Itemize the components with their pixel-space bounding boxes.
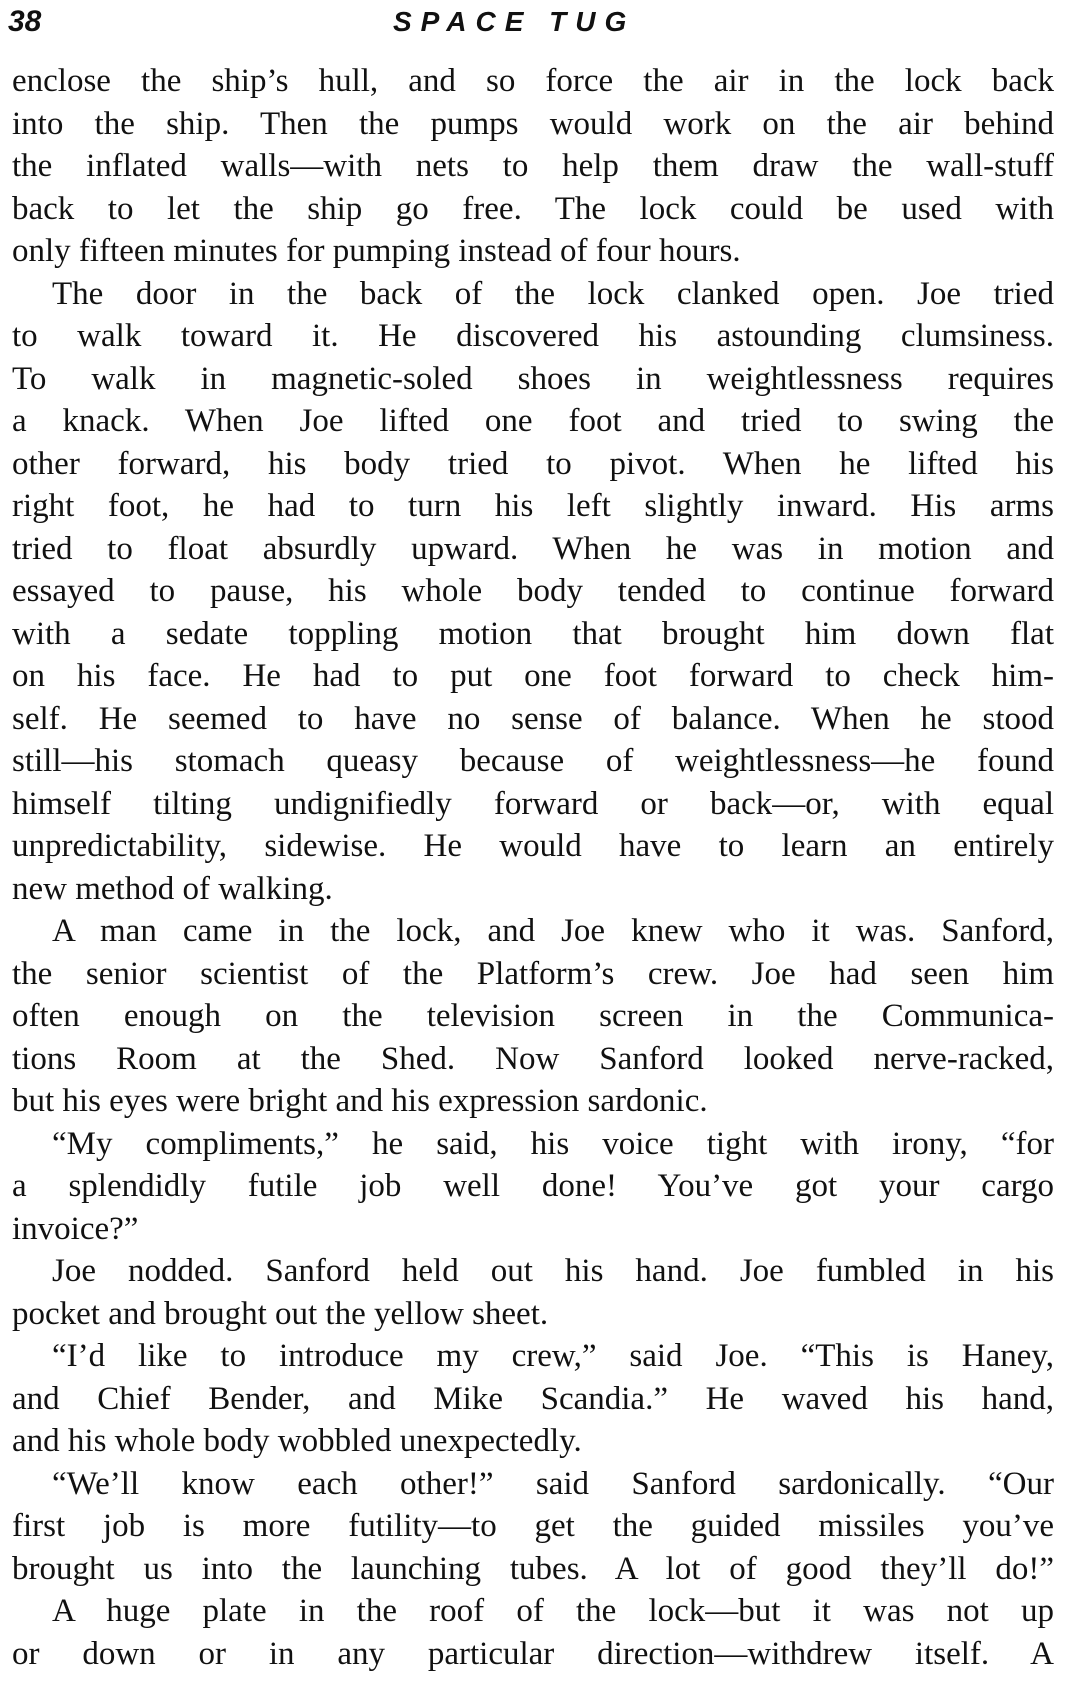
text-line: with a sedate toppling motion that brought him down flat xyxy=(12,615,1054,652)
text-line: invoice?” xyxy=(12,1210,139,1247)
text-line: into the ship. Then the pumps would work on the air behind xyxy=(12,105,1054,142)
text-line: back to let the ship go free. The lock could be used with xyxy=(12,190,1054,227)
text-line: still—his stomach queasy because of weightlessness—he found xyxy=(12,743,1054,779)
text-line: essayed to pause, his whole body tended to continue forward xyxy=(12,573,1054,609)
text-line: A man came in the lock, and Joe knew who it was. Sanford, xyxy=(52,913,1054,949)
text-line: tions Room at the Shed. Now Sanford looked nerve-racked, xyxy=(12,1040,1054,1077)
text-line: first job is more futility—to get the guided missiles you’ve xyxy=(12,1508,1054,1544)
text-line: a knack. When Joe lifted one foot and tried to swing the xyxy=(12,403,1054,439)
text-line: and his whole body wobbled unexpectedly. xyxy=(12,1423,582,1459)
text-line: tried to float absurdly upward. When he was in motion and xyxy=(12,530,1054,567)
text-line: on his face. He had to put one foot forward to check him- xyxy=(12,658,1054,694)
text-line: pocket and brought out the yellow sheet. xyxy=(12,1295,549,1332)
text-line: “My compliments,” he said, his voice tight with irony, “for xyxy=(52,1125,1054,1162)
text-line: To walk in magnetic-soled shoes in weightlessness requires xyxy=(12,360,1054,397)
text-line: only fifteen minutes for pumping instead of four hours. xyxy=(12,233,741,269)
text-line: self. He seemed to have no sense of balance. When he stood xyxy=(12,700,1054,737)
text-line: brought us into the launching tubes. A lot of good they’ll do!” xyxy=(12,1550,1054,1587)
running-title: SPACE TUG xyxy=(393,6,636,37)
page-number: 38 xyxy=(8,5,42,38)
text-line: the senior scientist of the Platform’s crew. Joe had seen him xyxy=(12,955,1054,992)
text-line: other forward, his body tried to pivot. When he lifted his xyxy=(12,445,1054,482)
text-line: A huge plate in the roof of the lock—but it was not up xyxy=(52,1593,1054,1629)
text-line: often enough on the television screen in the Communica- xyxy=(12,998,1054,1034)
text-line: right foot, he had to turn his left slightly inward. His arms xyxy=(12,488,1054,524)
text-line: “We’ll know each other!” said Sanford sardonically. “Our xyxy=(52,1465,1054,1502)
text-line: unpredictability, sidewise. He would have to learn an entirely xyxy=(12,828,1054,864)
body-text xyxy=(12,60,1054,1675)
text-line: a splendidly futile job well done! You’ve got your cargo xyxy=(12,1168,1054,1204)
text-line: the inflated walls—with nets to help them draw the wall-stuff xyxy=(12,148,1054,184)
text-line: Joe nodded. Sanford held out his hand. Joe fumbled in his xyxy=(52,1253,1054,1289)
text-line: The door in the back of the lock clanked open. Joe tried xyxy=(52,275,1054,312)
text-line: or down or in any particular direction—withdrew itself. A xyxy=(12,1635,1054,1672)
text-line: and Chief Bender, and Mike Scandia.” He waved his hand, xyxy=(12,1380,1054,1417)
text-line: himself tilting undignifiedly forward or back—or, with equal xyxy=(12,785,1054,822)
text-line: “I’d like to introduce my crew,” said Joe. “This is Haney, xyxy=(52,1338,1054,1374)
page-header xyxy=(8,2,1048,52)
text-line: new method of walking. xyxy=(12,870,333,907)
text-line: but his eyes were bright and his expression sardonic. xyxy=(12,1083,708,1119)
text-line: enclose the ship’s hull, and so force the air in the lock back xyxy=(12,63,1054,99)
text-line: to walk toward it. He discovered his astounding clumsiness. xyxy=(12,318,1054,354)
